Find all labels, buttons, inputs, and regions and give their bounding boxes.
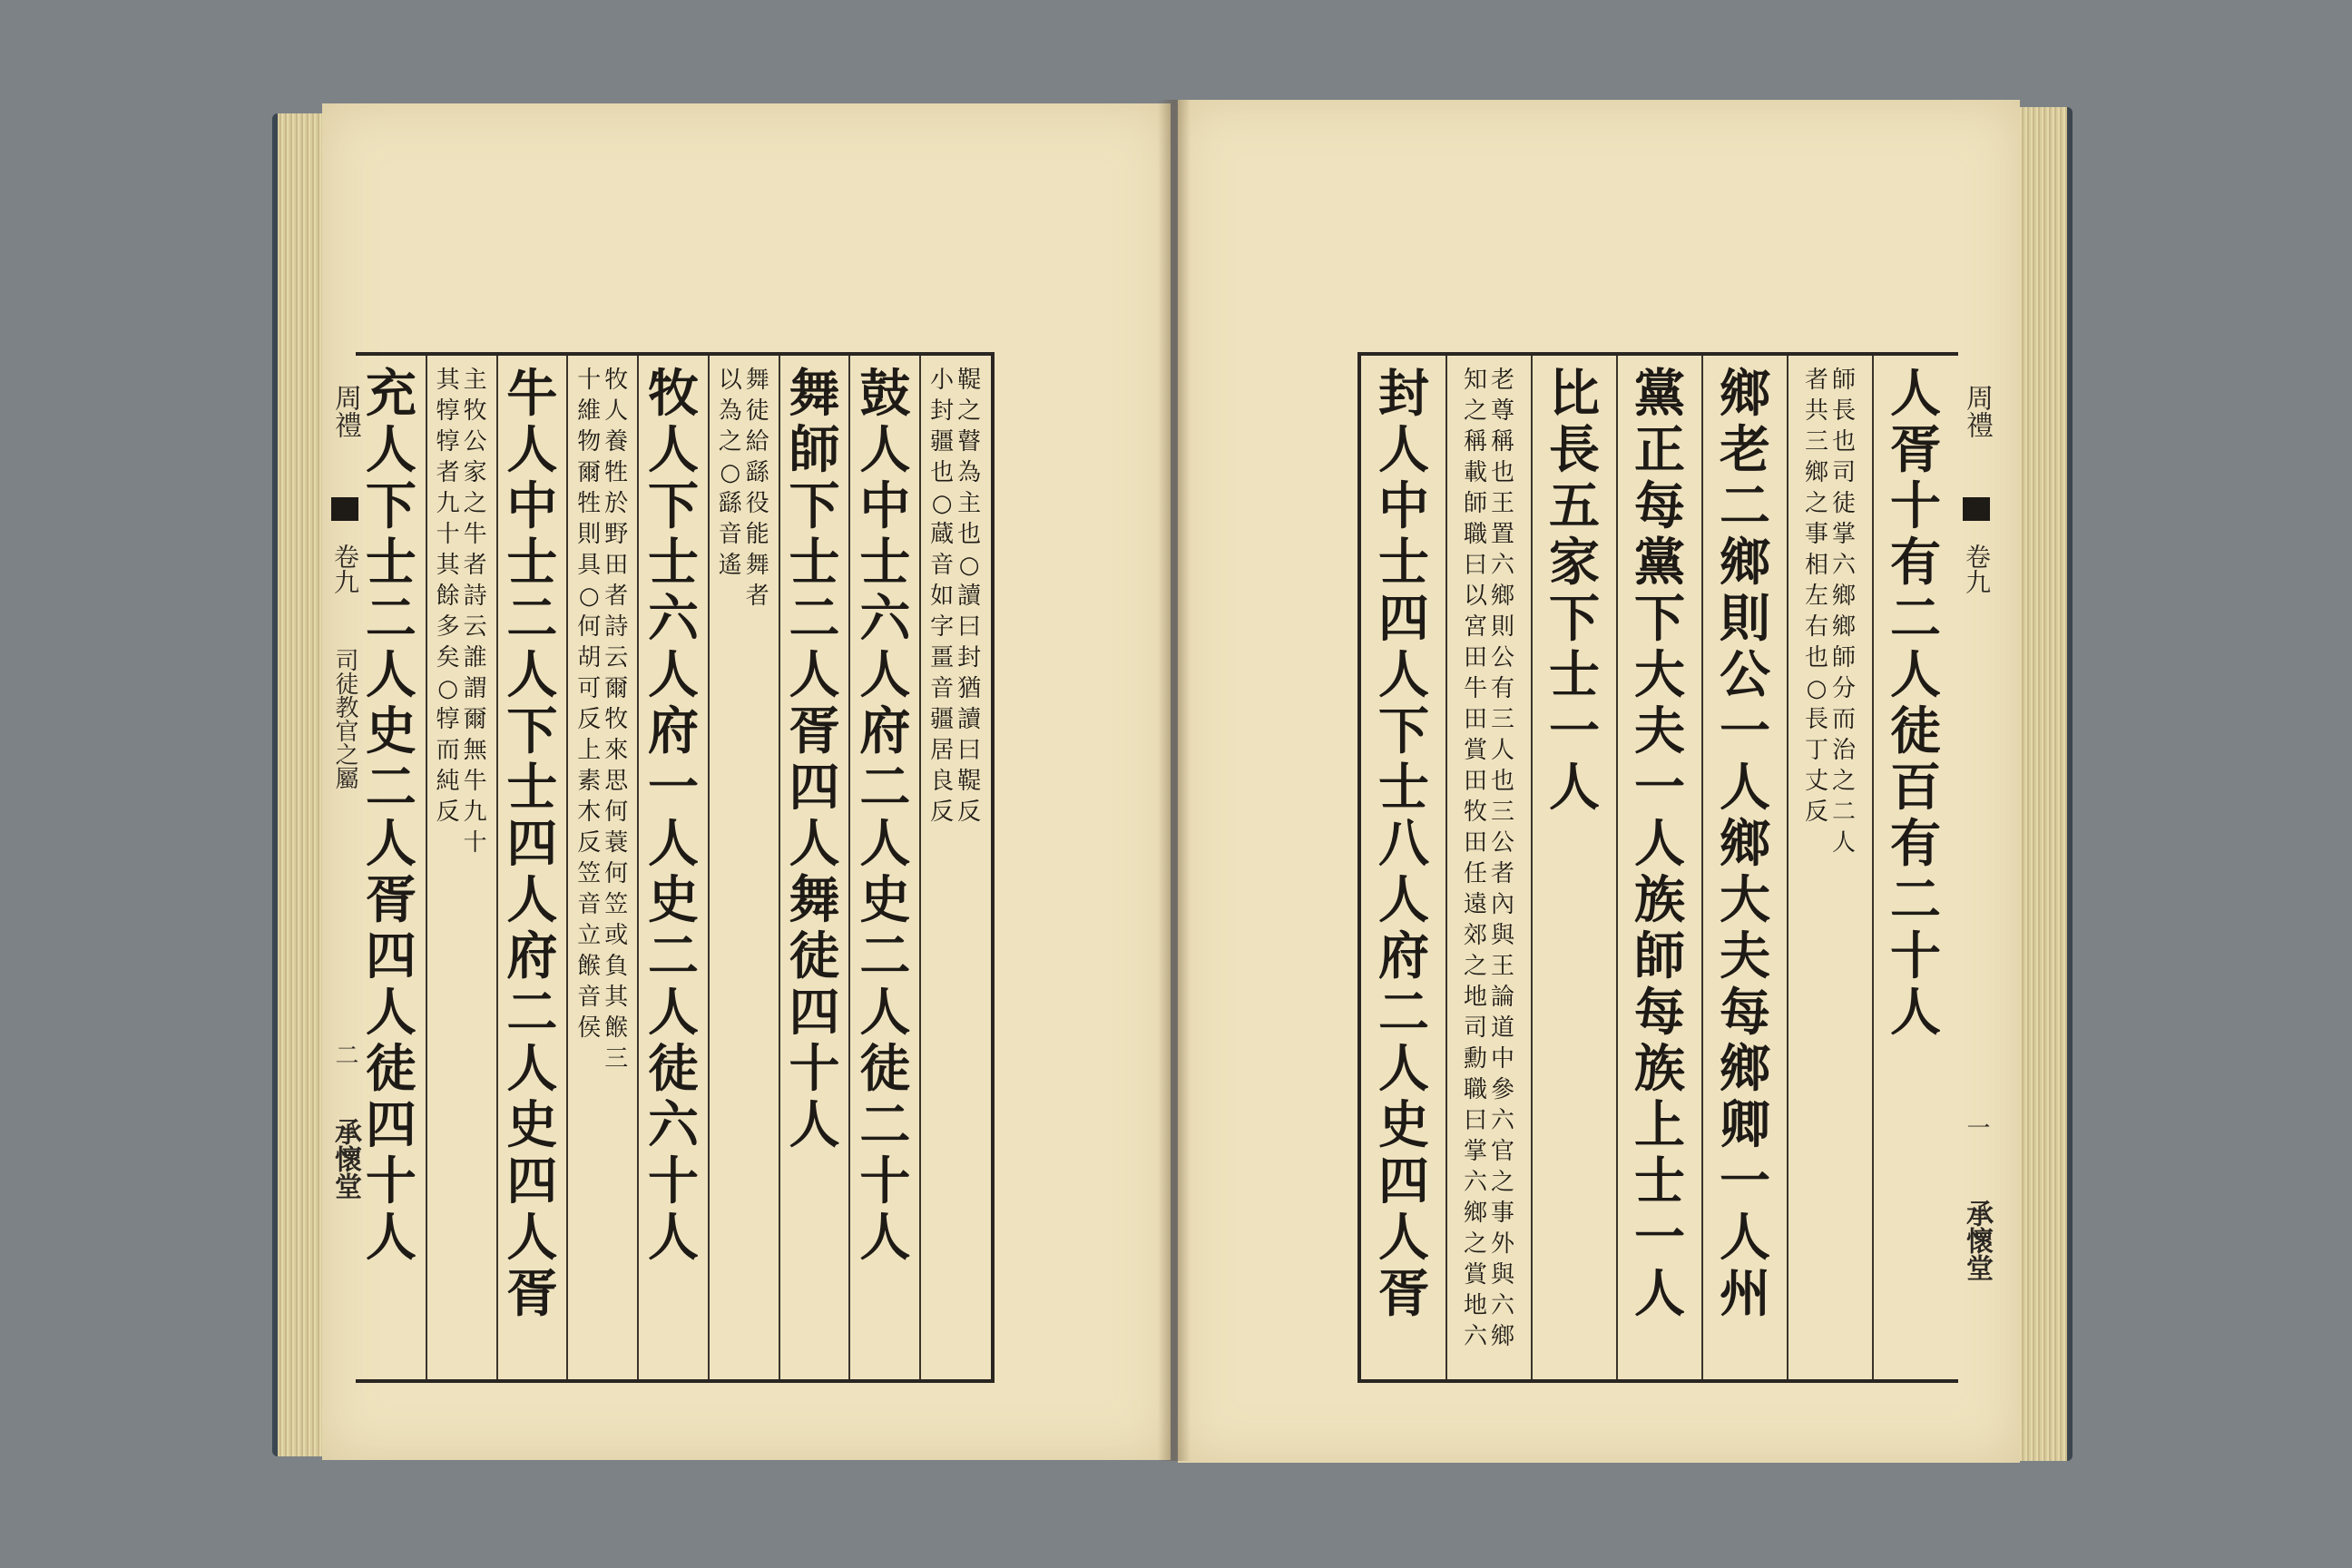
margin-section: 司徒教官之屬: [331, 648, 358, 789]
left-page-column-3: 舞 師 下 士 二 人 胥 四 人 舞 徒 四 十 人: [789, 364, 840, 1155]
left-page-column-4: [709, 356, 779, 1379]
annotation-subcolumn: 鞮 之 瞽 為 主 也 ○ 讀 曰 封 猶 讀 曰 鞮 反: [957, 367, 982, 826]
annotation-subcolumn: 其 犉 犉 者 九 十 其 餘 多 矣 ○ 犉 而 純 反: [436, 367, 460, 826]
margin-page-number: 二: [331, 1043, 358, 1066]
left-page-column-1: [920, 356, 991, 1379]
annotation-subcolumn: 小 封 疆 也 ○ 蔵 音 如 字 畺 音 疆 居 良 反: [930, 367, 955, 826]
margin-publisher: 承懷堂: [329, 1118, 361, 1200]
left-page-column-9: 充 人 下 士 二 人 史 二 人 胥 四 人 徒 四 十 人: [365, 364, 416, 1268]
right-page-column-4: 黨 正 每 黨 下 大 夫 一 人 族 師 每 族 上 士 一 人: [1634, 364, 1685, 1324]
right-page-column-5: 比 長 五 家 下 士 一 人: [1549, 364, 1600, 818]
left-text-frame: [356, 352, 995, 1383]
right-page-column-6: [1446, 356, 1532, 1379]
left-page-column-6: [567, 356, 638, 1379]
margin-page-number: 一: [1963, 1115, 1990, 1139]
left-margin-strip: [327, 361, 363, 1377]
annotation-subcolumn: 以 為 之 ○ 繇 音 遙: [718, 367, 742, 579]
annotation-subcolumn: 十 維 物 爾 牲 則 具 ○ 何 胡 可 反 上 素 木 反 笠 音 立 餱 音 侯: [577, 367, 602, 1042]
annotation-subcolumn: 知 之 稱 載 師 職 曰 以 宮 田 牛 田 賞 田 牧 田 任 遠 郊 之 地 司 勳 職 曰 掌 六 鄉 之 賞 地 六: [1463, 367, 1487, 1350]
right-page-column-7: 封 人 中 士 四 人 下 士 八 人 府 二 人 史 四 人 胥: [1378, 364, 1429, 1324]
book-gutter: [1158, 100, 1191, 1461]
annotation-subcolumn: 牧 人 養 牲 於 野 田 者 詩 云 爾 牧 來 思 何 蓑 何 笠 或 負 其 餱 三: [604, 367, 629, 1073]
right-page-column-2: [1788, 356, 1873, 1379]
annotation-subcolumn: 師 長 也 司 徒 掌 六 鄉 鄉 師 分 而 治 之 二 人: [1832, 367, 1857, 857]
margin-publisher: 承懷堂: [1961, 1200, 1993, 1281]
left-page-column-7: 牛 人 中 士 二 人 下 士 四 人 府 二 人 史 四 人 胥: [506, 364, 558, 1324]
right-text-frame: [1357, 352, 1958, 1383]
fishtail-mark: [1963, 497, 1990, 521]
right-page-column-1: 人 胥 十 有 二 人 徒 百 有 二 十 人: [1890, 364, 1941, 1043]
annotation-subcolumn: 者 共 三 鄉 之 事 相 左 右 也 ○ 長 丁 丈 反: [1804, 367, 1828, 826]
fishtail-mark: [331, 497, 358, 521]
margin-title: 周禮: [1961, 384, 1993, 438]
left-page-column-8: [426, 356, 497, 1379]
right-margin-strip: [1958, 361, 1994, 1377]
right-page-column-3: 鄉 老 二 鄉 則 公 一 人 鄉 大 夫 每 鄉 卿 一 人 州: [1720, 364, 1770, 1324]
left-page-column-5: 牧 人 下 士 六 人 府 一 人 史 二 人 徒 六 十 人: [647, 364, 699, 1268]
margin-juan: 卷九: [1962, 544, 1992, 594]
margin-juan: 卷九: [330, 544, 360, 594]
annotation-subcolumn: 主 牧 公 家 之 牛 者 詩 云 誰 謂 爾 無 牛 九 十: [463, 367, 487, 857]
left-page-column-2: 鼓 人 中 士 六 人 府 二 人 史 二 人 徒 二 十 人: [859, 364, 911, 1268]
fore-edge-right: [2014, 107, 2073, 1461]
annotation-subcolumn: 老 尊 稱 也 王 置 六 鄉 則 公 有 三 人 也 三 公 者 內 與 王 論 道 中 參 六 官 之 事 外 與 六 鄉: [1491, 367, 1515, 1350]
margin-title: 周禮: [329, 384, 361, 438]
annotation-subcolumn: 舞 徒 給 繇 役 能 舞 者: [745, 367, 769, 610]
